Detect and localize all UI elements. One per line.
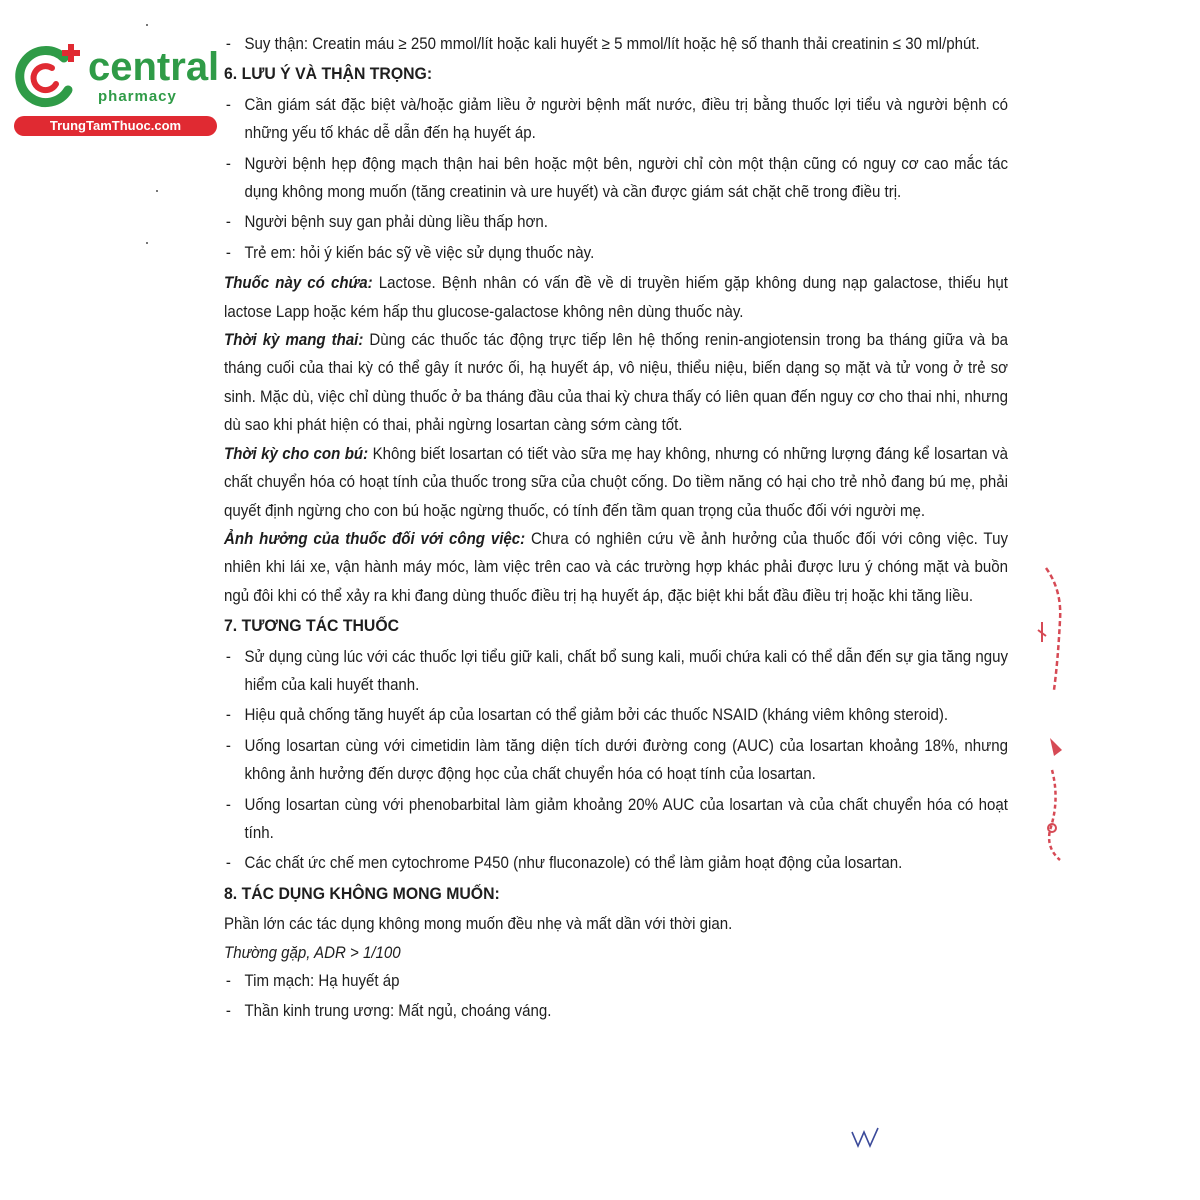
lactation-paragraph (224, 440, 1008, 525)
list-dash: - (225, 213, 231, 232)
list-item-text: Các chất ức chế men cytochrome P450 (như fluconazole) có thể làm giảm hoạt động của losartan. (244, 854, 903, 873)
logo-wordmark: central (88, 45, 220, 89)
logo-website-banner: TrungTamThuoc.com (14, 116, 217, 136)
list-dash: - (225, 706, 231, 725)
document-body (224, 30, 1008, 1028)
lactation-label: Thời kỳ cho con bú: (224, 444, 369, 463)
pregnancy-paragraph (224, 326, 1008, 440)
scan-speck (146, 24, 148, 26)
scan-speck (156, 190, 158, 192)
list-dash: - (225, 795, 231, 814)
list-item-text: Trẻ em: hỏi ý kiến bác sỹ về việc sử dụng thuốc này. (244, 243, 595, 262)
scan-speck (146, 242, 148, 244)
list-item-text: Tim mạch: Hạ huyết áp (244, 972, 400, 990)
list-item-text: Sử dụng cùng lúc với các thuốc lợi tiểu giữ kali, chất bổ sung kali, muối chứa kali có thể dẫn đến sự gia tăng nguy hiểm của kali huyết thanh. (244, 647, 1008, 694)
contains-label: Thuốc này có chứa: (224, 274, 373, 293)
pregnancy-label: Thời kỳ mang thai: (224, 331, 364, 350)
list-dash: - (225, 95, 231, 114)
list-dash: - (225, 736, 231, 755)
work-effect-paragraph (224, 525, 1008, 610)
work-effect-text: Chưa có nghiên cứu về ảnh hưởng của thuốc đối với công việc. Tuy nhiên khi lái xe, vận hành máy móc, làm việc trên cao và các trường hợp khác phải được lưu ý chóng mặt và buồn ngủ đôi khi có thể xảy ra khi đang dùng thuốc điều trị hạ huyết áp, đặc biệt khi bắt đầu điều trị hoặc khi tăng liều. (224, 529, 1008, 605)
list-item (224, 791, 1008, 848)
pregnancy-text: Dùng các thuốc tác động trực tiếp lên hệ thống renin-angiotensin trong ba tháng giữa và ba tháng cuối của thai kỳ có thể gây ít nước ối, hạ huyết áp, vô niệu, thiểu niệu, biến dạng sọ mặt và tử vong ở trẻ sơ sinh. Mặc dù, việc chỉ dùng thuốc ở ba tháng đầu của thai kỳ chưa thấy có liên quan đến nguy cơ cho thai nhi, nhưng dù sao khi phát hiện có thai, phải ngừng losartan càng sớm càng tốt. (224, 331, 1008, 435)
list-item (224, 732, 1008, 789)
list-item-text: Uống losartan cùng với cimetidin làm tăng diện tích dưới đường cong (AUC) của losartan khoảng 18%, nhưng không ảnh hưởng đến dược động học của chất chuyển hóa có hoạt tính của losartan. (244, 736, 1008, 784)
list-item-text: Cần giám sát đặc biệt và/hoặc giảm liều ở người bệnh mất nước, điều trị bằng thuốc lợi tiểu và người bệnh có những yếu tố khác dễ dẫn đến hạ huyết áp. (244, 95, 1008, 143)
work-effect-label: Ảnh hưởng của thuốc đối với công việc: (224, 529, 526, 548)
list-item (224, 150, 1008, 207)
list-dash: - (225, 972, 231, 990)
brand-logo (8, 36, 218, 136)
list-item-text: Uống losartan cùng với phenobarbital làm giảm khoảng 20% AUC của losartan và của chất chuyển hóa có hoạt tính. (244, 795, 1008, 842)
central-pharmacy-logo-icon (12, 40, 88, 112)
seal-stamp-fragment (1032, 560, 1072, 870)
list-item (224, 30, 1008, 58)
list-item-text: Người bệnh hẹp động mạch thận hai bên hoặc một bên, người chỉ còn một thận cũng có nguy cơ cao mắc tác dụng không mong muốn (tăng creatinin và ure huyết) và cần được giám sát chặt chẽ trong điều trị. (244, 154, 1008, 202)
list-item (224, 239, 1008, 267)
list-item-text: Người bệnh suy gan phải dùng liều thấp hơn. (244, 213, 548, 232)
list-item (224, 208, 1008, 236)
lactation-text: Không biết losartan có tiết vào sữa mẹ hay không, nhưng có những lượng đáng kể losartan và chất chuyển hóa có hoạt tính của thuốc trong sữa của chuột cống. Do tiềm năng có hại cho trẻ nhỏ đang bú mẹ, phải quyết định ngừng cho con bú hoặc ngừng thuốc, có tính đến tầm quan trọng của thuốc đối với người mẹ. (224, 444, 1008, 520)
list-item-text: Thần kinh trung ương: Mất ngủ, choáng váng. (244, 1002, 552, 1021)
list-item-text: Hiệu quả chống tăng huyết áp của losartan có thể giảm bởi các thuốc NSAID (kháng viêm không steroid). (244, 706, 949, 725)
section-heading-7: 7. TƯƠNG TÁC THUỐC (224, 616, 400, 636)
list-item (224, 701, 1008, 729)
section-heading-6: 6. LƯU Ý VÀ THẬN TRỌNG: (224, 64, 433, 84)
list-dash: - (225, 647, 231, 666)
adr-frequency-label: Thường gặp, ADR > 1/100 (224, 943, 401, 962)
contains-paragraph (224, 269, 1008, 326)
contains-text: Lactose. Bệnh nhân có vấn đề về di truyền hiếm gặp không dung nạp galactose, thiếu hụt lactose Lapp hoặc kém hấp thu glucose-galactose không nên dùng thuốc này. (224, 274, 1008, 321)
list-item (224, 91, 1008, 148)
list-item (224, 849, 1008, 877)
list-dash: - (225, 1002, 231, 1021)
list-dash: - (225, 854, 231, 873)
list-item-text: Suy thận: Creatin máu ≥ 250 mmol/lít hoặc kali huyết ≥ 5 mmol/lít hoặc hệ số thanh thải creatinin ≤ 30 ml/phút. (244, 35, 980, 53)
list-dash: - (225, 243, 231, 262)
section-heading-8: 8. TÁC DỤNG KHÔNG MONG MUỐN: (224, 883, 500, 903)
list-dash: - (225, 35, 231, 53)
list-item (224, 643, 1008, 700)
list-item (224, 997, 1008, 1025)
signature-initial-icon (848, 1122, 884, 1152)
list-item (224, 967, 1008, 995)
list-dash: - (225, 154, 231, 173)
adr-intro: Phần lớn các tác dụng không mong muốn đều nhẹ và mất dần với thời gian. (224, 915, 733, 934)
logo-subtitle: pharmacy (98, 88, 177, 105)
